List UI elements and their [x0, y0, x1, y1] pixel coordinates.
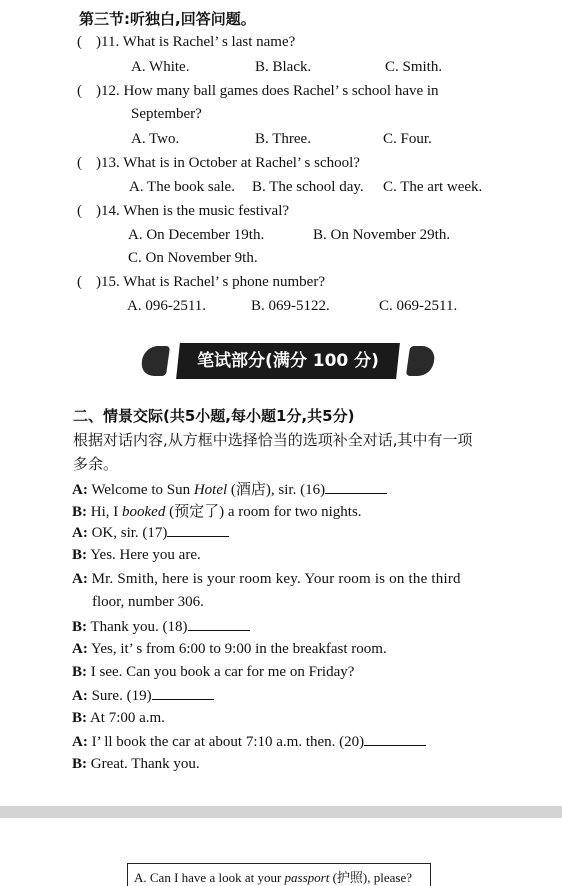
answer-blank-17[interactable] — [167, 524, 229, 537]
dialogue-line — [72, 547, 201, 564]
dialogue-text: Sure. (19) — [91, 688, 152, 704]
speaker-label: A: — [72, 641, 88, 657]
dialogue-text: I’ ll book the car at about 7:10 a.m. then. (20) — [91, 734, 365, 750]
question-12-line2: September? — [131, 106, 202, 122]
dialogue-line — [72, 756, 200, 773]
question-text: What is in October at Rachel’ s school? — [123, 155, 360, 171]
speaker-label: B: — [72, 710, 87, 726]
answer-paren-open: ( — [77, 34, 82, 50]
question-text: When is the music festival? — [123, 203, 290, 219]
banner-cap-right — [406, 346, 436, 376]
answer-blank-19[interactable] — [152, 687, 214, 700]
option-12-a: A. Two. — [131, 131, 180, 147]
question-text: What is Rachel’ s phone number? — [123, 274, 325, 290]
question-number: )11. — [96, 34, 120, 50]
answer-blank-16[interactable] — [325, 481, 387, 494]
speaker-label: A: — [72, 571, 88, 587]
option-11-a: A. White. — [131, 59, 190, 75]
options-box — [127, 863, 431, 886]
part-two-title: 二、情景交际(共5小题,每小题1分,共5分) — [73, 407, 355, 425]
dialogue-text: Great. Thank you. — [90, 756, 200, 772]
dialogue-line — [72, 687, 214, 705]
option-13-c: C. The art week. — [383, 179, 483, 195]
answer-paren-open: ( — [77, 83, 82, 99]
speaker-label: A: — [72, 734, 88, 750]
banner-text: 笔试部分(满分 100 分) — [197, 351, 379, 371]
question-11 — [77, 34, 295, 51]
speaker-label: A: — [72, 482, 88, 498]
option-15-b: B. 069-5122. — [251, 298, 330, 314]
written-section-banner — [142, 343, 434, 379]
question-number: )12. — [96, 83, 120, 99]
dialogue-line — [72, 618, 250, 636]
answer-paren-open: ( — [77, 274, 82, 290]
option-13-b: B. The school day. — [252, 179, 364, 195]
instructions-line-1: 根据对话内容,从方框中选择恰当的选项补全对话,其中有一项 — [73, 431, 473, 449]
question-12 — [77, 83, 439, 100]
speaker-label: B: — [72, 504, 87, 520]
dialogue-text: Hi, I booked (预定了) a room for two nights. — [90, 504, 362, 520]
dialogue-line — [72, 500, 362, 521]
dialogue-line — [72, 664, 354, 681]
section-heading: 第三节:听独白,回答问题。 — [79, 10, 256, 28]
question-number: )14. — [96, 203, 120, 219]
dialogue-text: At 7:00 a.m. — [89, 710, 165, 726]
question-number: )15. — [96, 274, 120, 290]
dialogue-text: Yes. Here you are. — [90, 547, 201, 563]
option-14-b: B. On November 29th. — [313, 227, 451, 243]
dialogue-text: I see. Can you book a car for me on Friday? — [90, 664, 355, 680]
speaker-label: B: — [72, 619, 87, 635]
dialogue-text: Yes, it’ s from 6:00 to 9:00 in the breakfast room. — [91, 641, 387, 657]
banner-cap-left — [140, 346, 170, 376]
question-14 — [77, 203, 289, 220]
speaker-label: B: — [72, 664, 87, 680]
dialogue-line — [72, 641, 387, 658]
answer-blank-18[interactable] — [188, 618, 250, 631]
dialogue-line — [72, 524, 229, 542]
option-12-b: B. Three. — [255, 131, 311, 147]
speaker-label: A: — [72, 688, 88, 704]
question-15 — [77, 274, 325, 291]
question-number: )13. — [96, 155, 120, 171]
page-separator — [0, 806, 562, 818]
dialogue-text: Mr. Smith, here is your room key. Your room is on the third — [91, 571, 461, 587]
option-15-c: C. 069-2511. — [379, 298, 458, 314]
option-11-b: B. Black. — [255, 59, 312, 75]
question-text: How many ball games does Rachel’ s school have in — [123, 83, 439, 99]
option-14-a: A. On December 19th. — [128, 227, 265, 243]
dialogue-text: OK, sir. (17) — [91, 525, 168, 541]
instructions-line-2: 多余。 — [73, 455, 119, 473]
box-option-a: A. Can I have a look at your passport (护照), please? — [134, 870, 413, 885]
option-11-c: C. Smith. — [385, 59, 443, 75]
answer-blank-20[interactable] — [364, 733, 426, 746]
dialogue-text: Welcome to Sun Hotel (酒店), sir. (16) — [91, 482, 326, 498]
answer-paren-open: ( — [77, 203, 82, 219]
option-12-c: C. Four. — [383, 131, 432, 147]
dialogue-line-continued: floor, number 306. — [92, 594, 204, 610]
speaker-label: A: — [72, 525, 88, 541]
question-13 — [77, 155, 360, 172]
dialogue-line — [72, 478, 387, 499]
dialogue-line — [72, 733, 426, 751]
dialogue-line — [72, 710, 165, 727]
dialogue-line — [72, 571, 461, 588]
option-15-a: A. 096-2511. — [127, 298, 207, 314]
option-14-c: C. On November 9th. — [128, 250, 258, 266]
speaker-label: B: — [72, 547, 87, 563]
answer-paren-open: ( — [77, 155, 82, 171]
dialogue-text: Thank you. (18) — [90, 619, 188, 635]
speaker-label: B: — [72, 756, 87, 772]
question-text: What is Rachel’ s last name? — [122, 34, 296, 50]
option-13-a: A. The book sale. — [129, 179, 235, 195]
